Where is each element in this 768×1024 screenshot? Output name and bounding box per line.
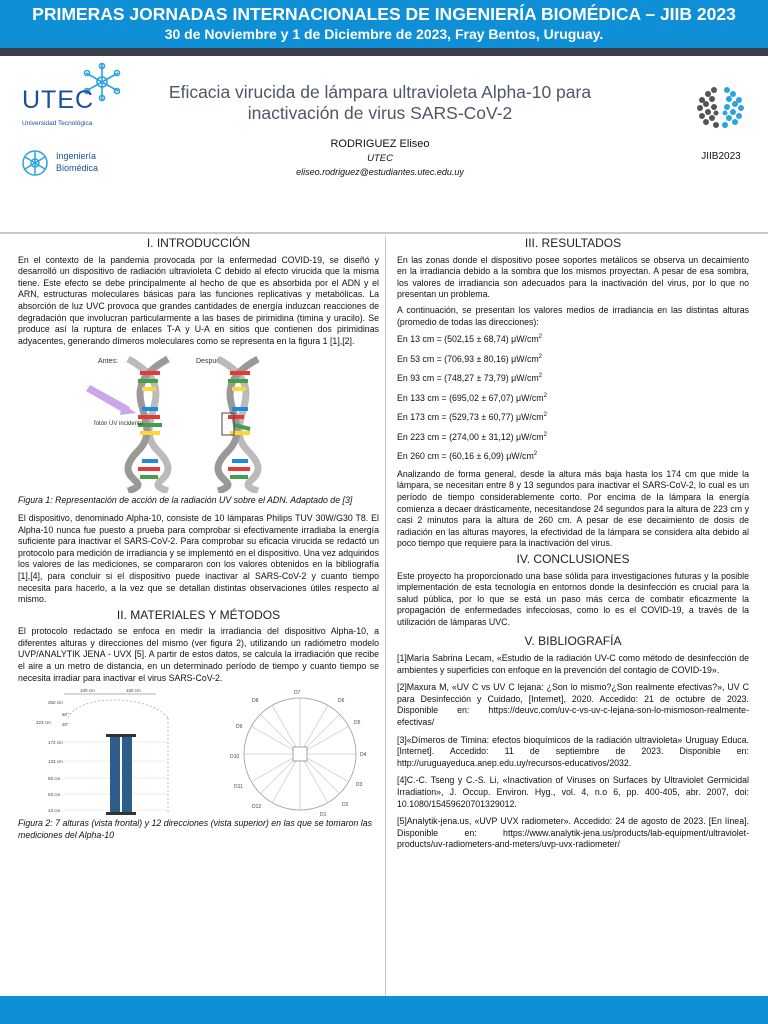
paper-title [150,82,610,124]
reference-5: [5]Analytik-jena.us, «UVP UVX radiometer». Accedido: 24 de agosto de 2023. [En línea]. Disponible en: https://www.analytik-jena.us/products/lab-equipment/ultraviolet-products/uv-radiometers-and-meters/uvp-uvx-radiometer/ [397,816,749,850]
svg-text:D1: D1 [320,812,327,817]
svg-text:100 cm: 100 cm [126,688,141,694]
svg-text:D3: D3 [356,782,363,789]
utec-logo [22,66,142,132]
author-name: RODRIGUEZ Eliseo [330,138,430,150]
svg-text:D9: D9 [236,724,243,731]
column-separator [385,236,386,1004]
results-paragraph-2: A continuación, se presentan los valores medios de irradiancia en las distintas alturas (promedio de todas las direcciones): [397,304,749,327]
svg-text:D5: D5 [354,720,361,727]
figure-2-measurement-diagram [18,688,379,816]
fig1-photon-label: fotón UV incidente [94,421,144,428]
section-title-results: III. RESULTADOS [524,236,622,250]
svg-text:100 cm: 100 cm [80,688,95,694]
dna-helix-after [218,359,258,491]
irradiance-173: En 173 cm = (529,73 ± 60,77) $\mu W/cm^2$ [397,412,547,423]
irradiance-93: En 93 cm = (748,27 ± 73,79) $\mu W/cm^2$ [397,373,543,384]
measurement-diagram [18,688,379,816]
svg-text:260 cm: 260 cm [48,700,63,706]
svg-text:D2: D2 [342,802,349,809]
author-email: eliseo.rodriguez@estudiantes.utec.edu.uy [296,167,464,177]
svg-text:223 cm: 223 cm [36,720,51,726]
reference-4: [4]C.-C. Tseng y C.-S. Li, «Inactivation of Viruses on Surfaces by Ultraviolet Germicidal Irradiation», J. Occup. Environ. Hyg., vol. 4, n.o 6, pp. 400-405, abr. 2007, doi: 10.1080/15459620701329012. [397,775,749,809]
fig1-after-label: Después: [196,358,226,366]
top-view [230,690,367,816]
right-column [397,236,749,857]
jiib-label: JIIB2023 [701,151,741,162]
author-affiliation: UTEC [367,153,393,164]
svg-text:D4: D4 [360,752,367,759]
conference-dates: 30 de Noviembre y 1 de Diciembre de 2023, Fray Bentos, Uruguay. [164,26,604,42]
svg-text:13 cm: 13 cm [48,808,61,814]
svg-text:93 cm: 93 cm [48,776,61,782]
svg-text:D8: D8 [252,698,259,705]
section-title-intro: I. INTRODUCCIÓN [146,236,251,250]
paper-title-line2: inactivación de virus SARS-CoV-2 [247,103,513,123]
svg-text:53 cm: 53 cm [48,792,61,798]
left-column [18,236,379,847]
biomedica-text [56,150,98,174]
utec-wordmark: UTEC [22,86,95,114]
reference-3: [3]«Dímeros de Timina: efectos bioquímicos de la radiación ultravioleta» Uruguay Educa. [Internet]. Accedido: 11 de septiembre de 2023. Disponible en: http://uruguayeduca.anep.edu.uy/recursos-educativos/2032. [397,734,749,768]
banner-divider [0,48,768,56]
conclusions-paragraph: Este proyecto ha proporcionado una base sólida para investigaciones futuras y la posible implementación de esta tecnología en entornos donde la desinfección es crucial para la salud pública, por lo que se está un paso más cerca de combatir eficazmente la propagación de enfermedades infecciosas, como lo es el COVID-19, a través de la utilización de lámparas UVC. [397,570,749,627]
results-paragraph-3: Analizando de forma general, desde la altura más baja hasta los 174 cm que mide la lámpara, se necesitan entre 8 y 13 segundos para inactivar el SARS-CoV-2, lo cual es un período de tiempo considerablemente corto. Por encima de la lámpara la energía comienza a decaer drásticamente, necesitandose 24 segundos para la altura de 223 cm y casi 2 minutos para la altura de 260 cm. A pesar de ese decaimiento de dosis de radiación en las alturas mayores, la efectividad de la lámpara se considera alta debido al poco tiempo que requiere para la inactivación del virus. [397,468,749,549]
svg-text:D7: D7 [294,690,301,697]
svg-text:30°: 30° [62,722,69,728]
irradiance-53: En 53 cm = (706,93 ± 80,16) $\mu W/cm^2$ [397,353,543,364]
irradiance-133: En 133 cm = (695,02 ± 67,07) $\mu W/cm^2$ [397,392,547,403]
svg-text:D10: D10 [230,754,240,761]
uv-photon-arrow [86,385,136,415]
section-title-methods: II. MATERIALES Y MÉTODOS [116,607,281,622]
svg-text:60°: 60° [62,712,69,718]
figure-2-caption: Figura 2: 7 alturas (vista frontal) y 12 direcciones (vista superior) en las que se tomaron las mediciones del Alpha-10 [18,818,372,840]
biomedica-line1: Ingeniería [56,151,97,161]
header-separator [0,232,768,234]
intro-paragraph-1: En el contexto de la pandemia provocada por la enfermedad COVID-19, se diseñó y desarrolló un dispositivo de radiación ultravioleta C debido al efecto virucida que la misma tiene. Este efecto se debe principalmente al hecho de que es absorbida por el ADN y el ARN, estructuras moleculares básicas para las funciones replicativas y metabólicas. La absorción de luz UVC provoca que grandes cantidades de energía induzcan reacciones de degradación que involucran particularmente a las bases de pirimidina (timina y uracilo). Se produce así la ruptura de enlaces T-A y U-A en sitios que contienen dos pirimidinas adyacentes, generando dímeros moleculares como se representa en la figura 1 [1],[2]. [18,254,379,346]
ingenieria-biomedica-logo [18,146,138,182]
irradiance-13: En 13 cm = (502,15 ± 68,74) $\mu W/cm^2$ [397,334,543,345]
methods-paragraph-1: El protocolo redactado se enfoca en medir la irradiancia del dispositivo Alpha-10, a diferentes alturas y direcciones del mismo (ver figura 2), utilizando un radiómetro modelo UVP/ANALYTIK JENA - UVX [5]. A partir de estos datos, se calcula la irradiación que recibe el aire a un metro de distancia, en un determinado período de tiempo y cuanto tiempo se necesita irradiar para inactivar el virus SARS-CoV-2. [18,626,379,683]
svg-text:D6: D6 [338,698,345,705]
figure-1-caption: Figura 1: Representación de acción de la radiación UV sobre el ADN. Adaptado de [3] [18,495,353,506]
front-view [36,688,168,815]
svg-text:D11: D11 [234,784,243,791]
intro-paragraph-2: El dispositivo, denominado Alpha-10, consiste de 10 lámparas Philips TUV 30W/G30 T8. El Alpha-10 nunca fue puesto a prueba para comprobar si efectivamente irradiaba la energía suficiente para inactivar el SARS-CoV-2. Para comprobar su eficacia virucida se redactó un protocolo para medición de irradiancia y se implementó en el dispositivo. Una vez adquiridos los valores de las mediciones, se compararon con los valores obtenidos en la bibliografía [1],[4], para concluir si el dispositivo puede inactivar al SARS-CoV-2 y cuanto tiempo necesita para hacerlo, a la vez que se detallan distintas observaciones útiles respecto al mismo. [18,512,379,605]
utec-subtitle: Universidad Tecnológica [22,120,93,127]
conference-title: PRIMERAS JORNADAS INTERNACIONALES DE INGENIERÍA BIOMÉDICA – JIIB 2023 [32,4,736,24]
fig1-before-label: Antes: [98,358,118,366]
figure-1-dna [18,351,379,493]
reference-2: [2]Maxura M, «UV C vs UV C lejana: ¿Son lo mismo?¿Son realmente efectivas?», UV C para Desinfección y Cuidado, [Internet], 2020. Accedido: 21 de octubre de 2023. Disponible en: https://deuvc.com/uv-c-vs-uv-c-lejana-son-lo-mismoson-realmente-efectivas/ [397,682,749,728]
biomedica-line2: Biomédica [56,163,99,173]
irradiance-223: En 223 cm = (274,00 ± 31,12) $\mu W/cm^2$ [397,431,547,442]
svg-text:133 cm: 133 cm [48,759,63,765]
biomedica-emblem-icon [20,148,50,178]
results-paragraph-1: En las zonas donde el dispositivo posee soportes metálicos se observa un decaimiento en la irradiancia debido a la sombra que los mismos proyectan. A pesar de esa sombra, los valores de irradiancia son adecuados para la inactivación del virus, por lo que no presentan un problema. [397,254,749,300]
irradiance-260: En 260 cm = (60,16 ± 6,09) $\mu W/cm^2$ [397,451,538,462]
footer-bar [0,996,768,1024]
section-title-conclusions: IV. CONCLUSIONES [516,551,630,566]
svg-text:173 cm: 173 cm [48,740,63,746]
dna-illustration [18,351,379,493]
brain-logo-icon [690,80,752,142]
svg-text:D12: D12 [252,804,262,811]
paper-title-line1: Eficacia virucida de lámpara ultravioleta Alpha-10 para [168,82,592,102]
reference-1: [1]María Sabrina Lecam, «Estudio de la radiación UV-C como método de desinfección de ambientes y superficies con enfoque en la prevención del contagio de COVID-19». [397,653,749,675]
section-title-bibliography: V. BIBLIOGRAFÍA [524,634,622,649]
conference-banner [0,0,768,48]
